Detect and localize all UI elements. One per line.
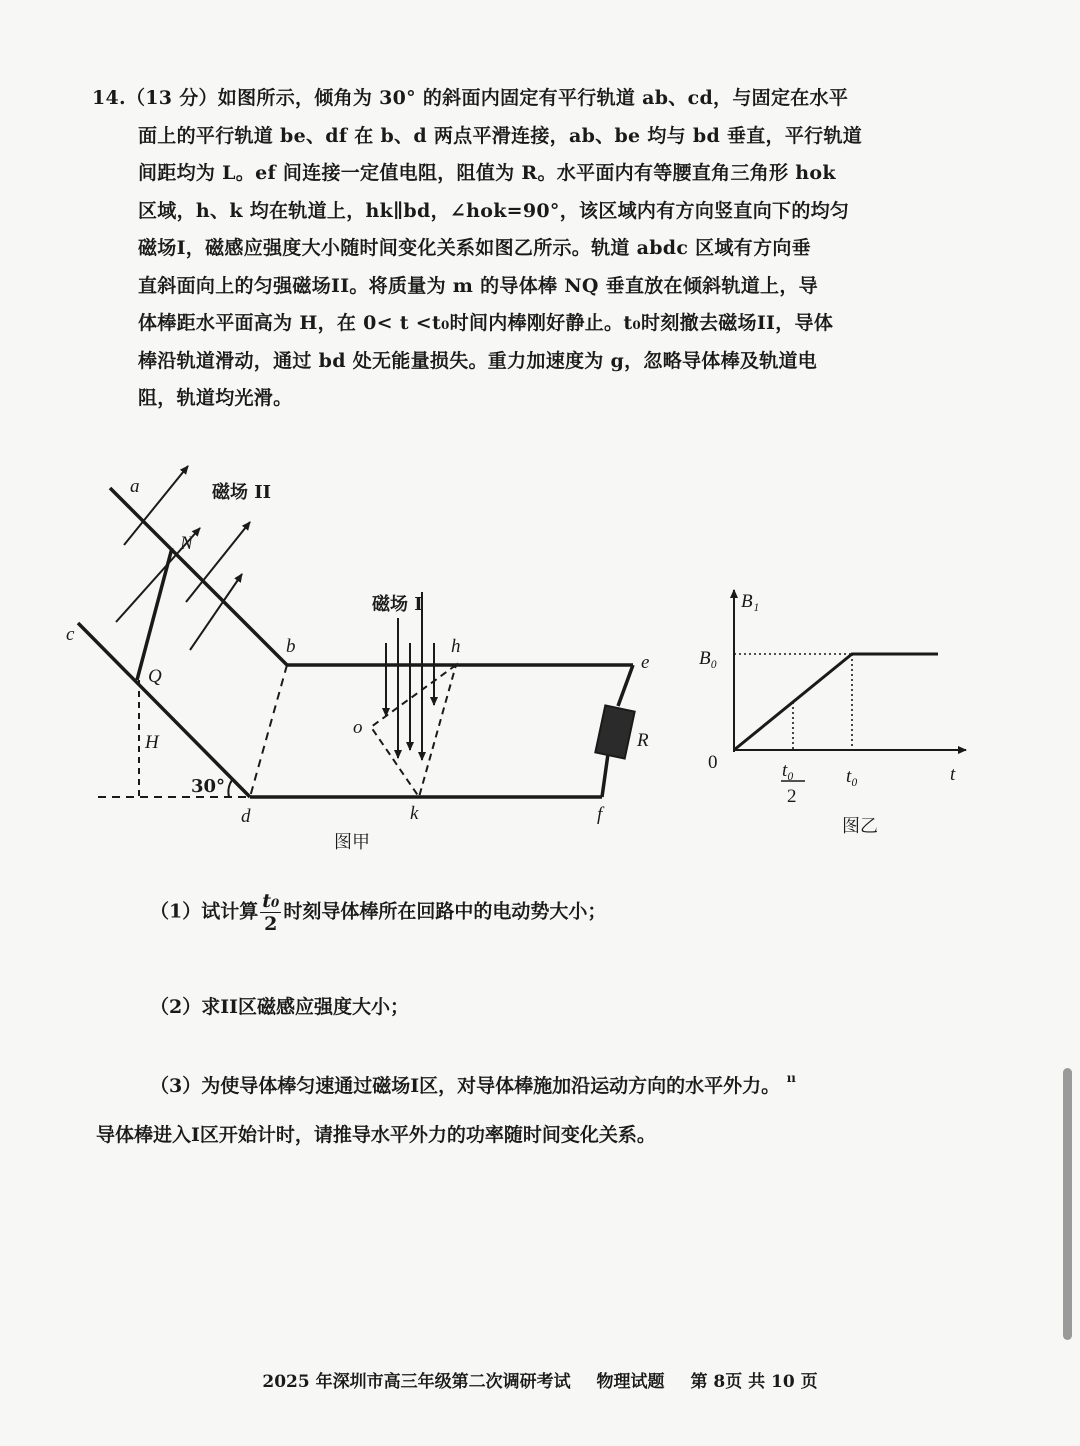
label-field1: 磁场 I — [372, 594, 423, 615]
problem-line-9: 阻，轨道均光滑。 — [138, 387, 293, 409]
figure-b — [734, 590, 966, 752]
problem-line-3: 间距均为 L。ef 间连接一定值电阻，阻值为 R。水平面内有等腰直角三角形 hok — [138, 162, 836, 184]
footer-page: 第 8页 共 10 页 — [690, 1372, 818, 1392]
problem-line-8: 棒沿轨道滑动，通过 bd 处无能量损失。重力加速度为 g，忽略导体棒及轨道电 — [138, 349, 818, 372]
problem-line-2: 面上的平行轨道 be、df 在 b、d 两点平滑连接，ab、be 均与 bd 垂直，平行轨道 — [138, 124, 863, 147]
question-3-line-1 — [150, 1071, 796, 1098]
question-1-fraction-den: 2 — [264, 913, 278, 935]
problem-line-4: 区域，h、k 均在轨道上，hk∥bd，∠hok=90°，该区域内有方向竖直向下的均匀 — [138, 199, 850, 222]
label-R: R — [637, 730, 649, 751]
question-1-suffix: 时刻导体棒所在回路中的电动势大小； — [283, 900, 607, 923]
problem-line-5: 磁场I，磁感应强度大小随时间变化关系如图乙所示。轨道 abdc 区域有方向垂 — [138, 237, 811, 259]
label-c: c — [66, 624, 75, 645]
figure-b-labels — [699, 591, 956, 837]
scrollbar-thumb[interactable] — [1063, 1068, 1072, 1340]
question-3-text: （3）为使导体棒匀速通过磁场I区，对导体棒施加沿运动方向的水平外力。 — [150, 1075, 781, 1097]
rod-NQ — [137, 548, 172, 680]
label-a: a — [130, 476, 140, 497]
caption-fig-a: 图甲 — [334, 832, 370, 853]
label-t0-half-den: 2 — [787, 786, 797, 807]
label-H: H — [145, 732, 159, 753]
footer-subject: 物理试题 — [596, 1372, 665, 1392]
wire-e-R — [618, 665, 633, 706]
page-footer — [0, 1367, 1080, 1392]
resistor-R — [595, 705, 634, 758]
question-1-fraction-num: t₀ — [262, 890, 280, 912]
angle-arc — [228, 780, 232, 797]
b1-series-line — [734, 654, 938, 750]
question-1-prefix: （1）试计算 — [150, 900, 259, 923]
label-b0: B₀ — [699, 648, 718, 669]
problem-line-1: 14.（13 分）如图所示，倾角为 30° 的斜面内固定有平行轨道 ab、cd，与固定在水平 — [92, 87, 849, 109]
question-3-mark: ıı — [786, 1071, 796, 1085]
label-y-axis: B₁ — [741, 591, 760, 612]
label-h: h — [451, 636, 461, 657]
line-bd — [250, 665, 287, 797]
label-d: d — [241, 806, 251, 827]
problem-line-7: 体棒距水平面高为 H，在 0< t <t₀时间内棒刚好静止。t₀时刻撤去磁场II，导体 — [138, 312, 834, 334]
label-field2: 磁场 II — [212, 482, 272, 503]
rail-cd — [78, 623, 250, 797]
footer-exam: 2025 年深圳市高三年级第二次调研考试 — [262, 1372, 571, 1392]
problem-line-6: 直斜面向上的匀强磁场II。将质量为 m 的导体棒 NQ 垂直放在倾斜轨道上，导 — [138, 274, 818, 297]
question-1 — [150, 890, 606, 935]
wire-R-f — [602, 754, 608, 797]
caption-fig-b: 图乙 — [842, 816, 878, 837]
label-f: f — [597, 804, 603, 825]
label-x-axis: t — [950, 764, 956, 785]
label-angle: 30° — [191, 776, 226, 797]
label-b: b — [286, 636, 296, 657]
label-k: k — [410, 803, 419, 824]
label-t0: t₀ — [846, 766, 858, 787]
label-origin: 0 — [708, 752, 718, 773]
label-t0-half-num: t₀ — [782, 760, 794, 781]
question-1-fraction — [260, 890, 281, 935]
question-3-line-2: 导体棒进入I区开始计时，请推导水平外力的功率随时间变化关系。 — [96, 1124, 656, 1146]
label-o: o — [353, 717, 363, 738]
figure-a — [78, 466, 635, 797]
label-Q: Q — [148, 666, 162, 687]
label-e: e — [641, 652, 650, 673]
triangle-hok — [371, 665, 456, 797]
label-N: N — [180, 533, 193, 554]
question-2: （2）求II区磁感应强度大小； — [150, 996, 409, 1018]
